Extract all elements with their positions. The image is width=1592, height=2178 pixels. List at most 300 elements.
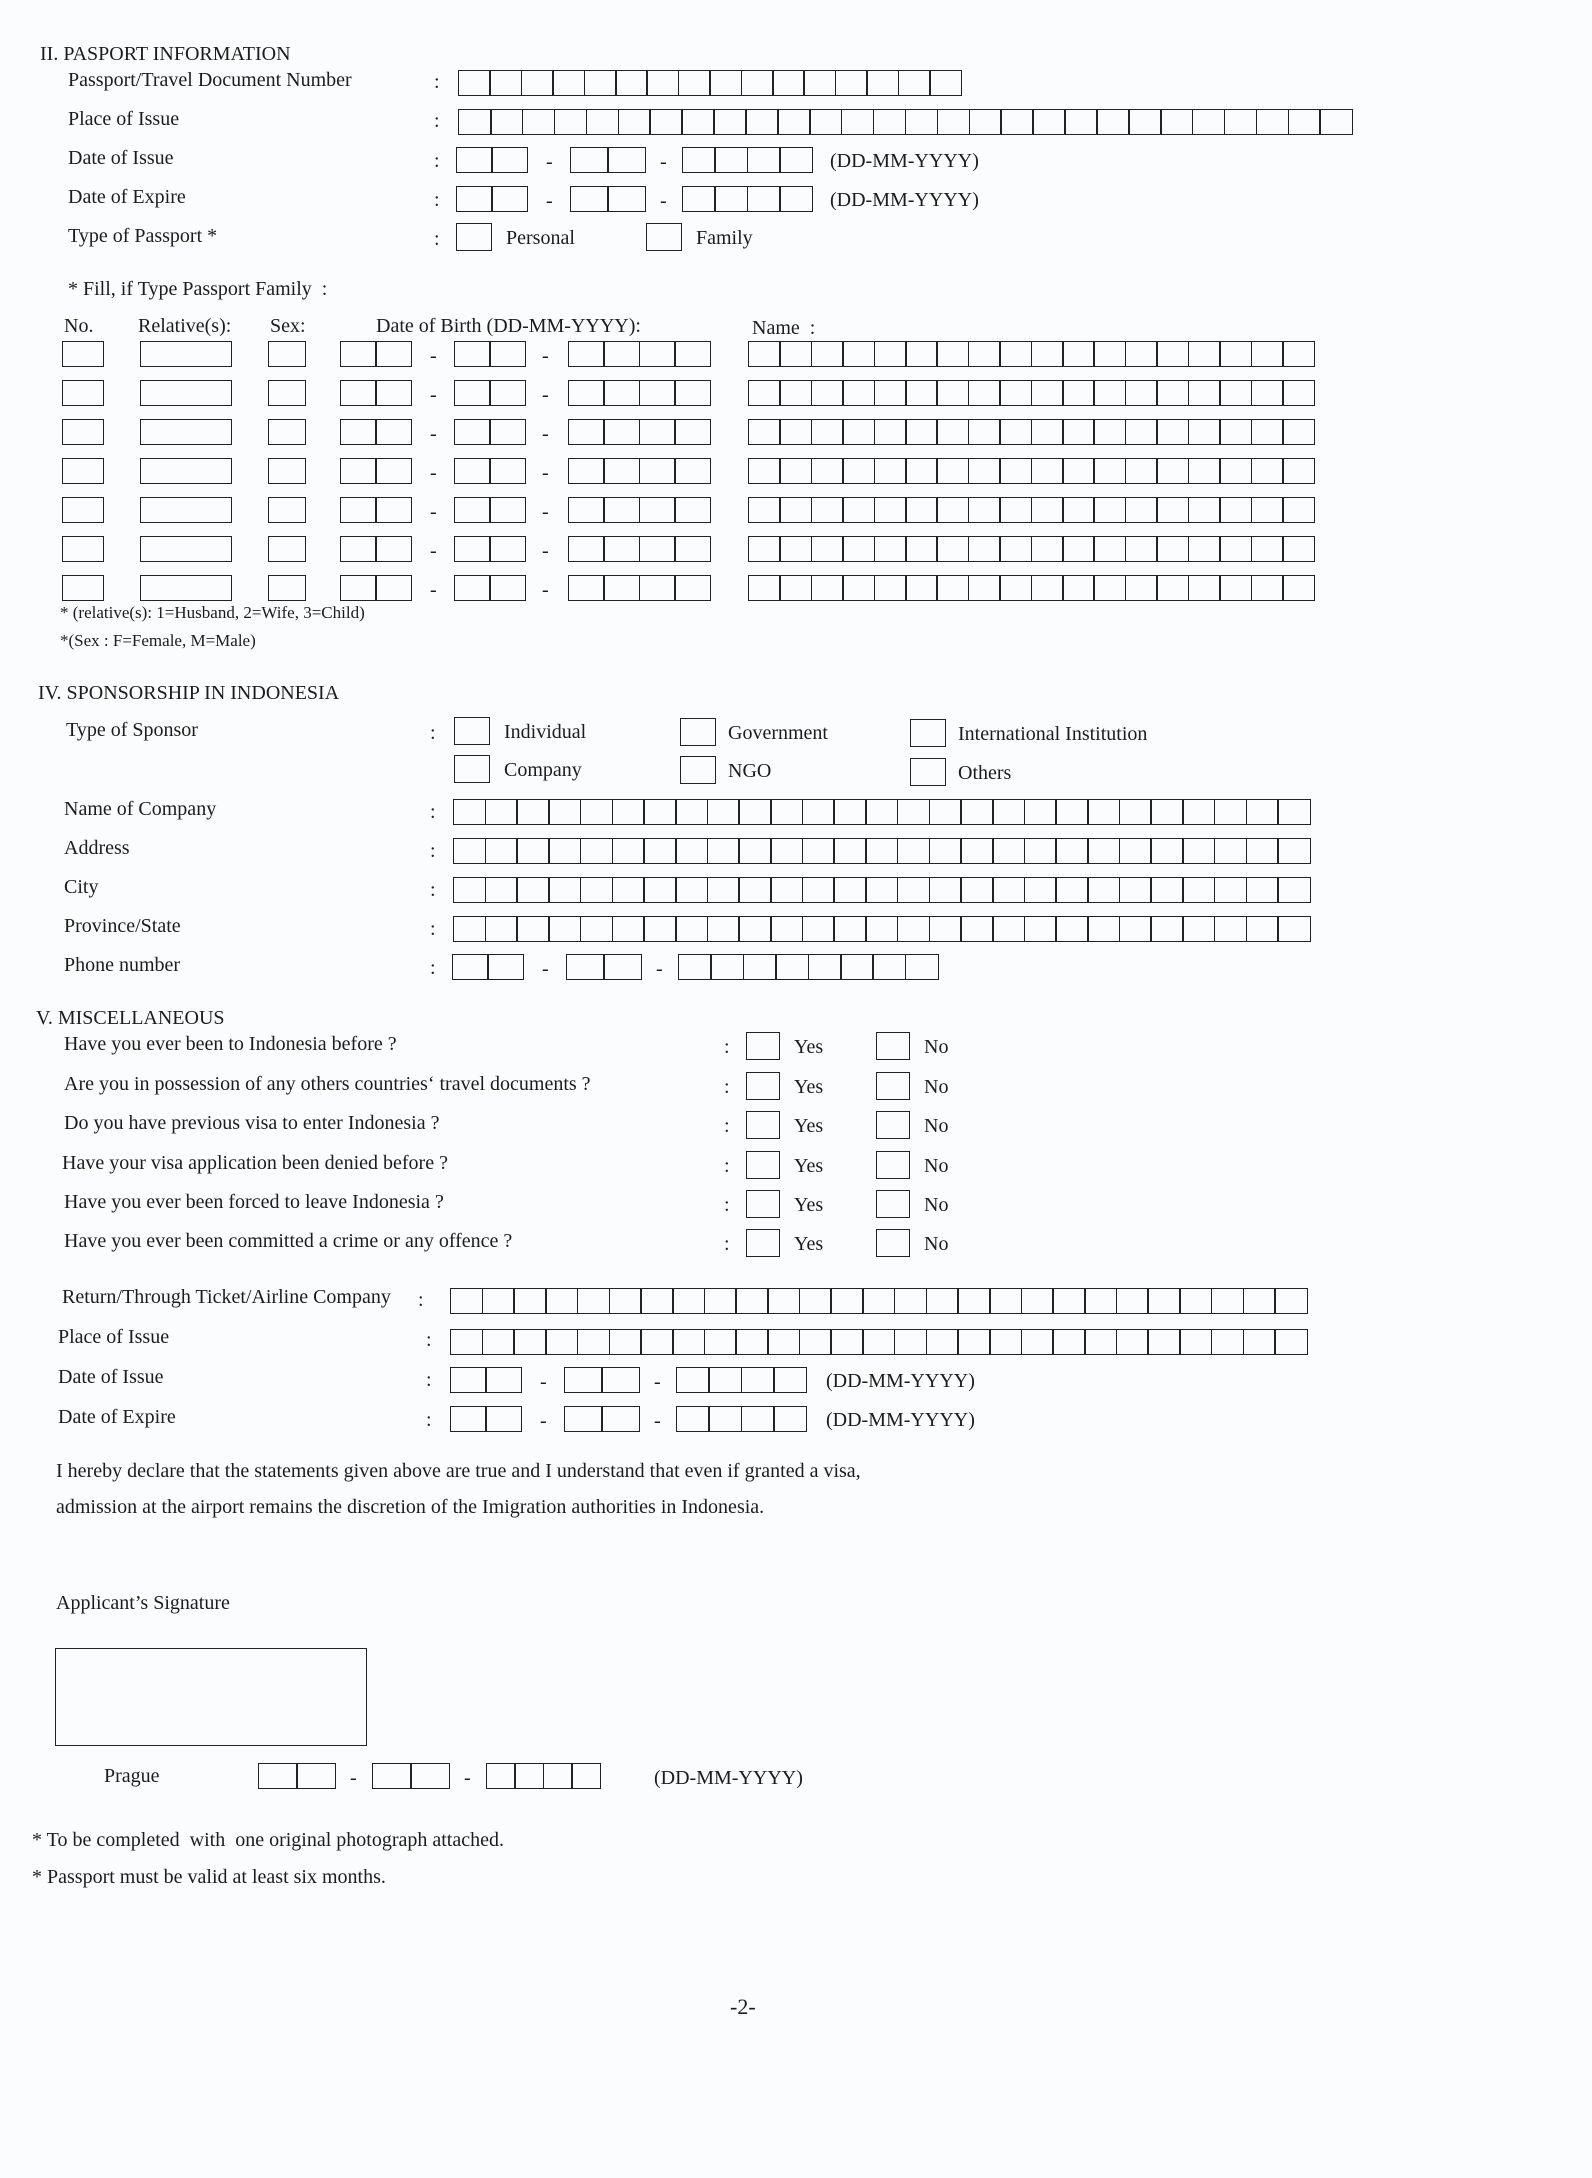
yes-checkbox[interactable]: [746, 1111, 780, 1139]
char-cell[interactable]: [1182, 877, 1215, 903]
char-cell[interactable]: [960, 916, 993, 942]
char-cell[interactable]: [968, 341, 1001, 367]
char-cell[interactable]: [1274, 1288, 1307, 1314]
char-cell[interactable]: [140, 536, 232, 562]
char-cell[interactable]: [1084, 1288, 1117, 1314]
char-cell[interactable]: [738, 916, 771, 942]
family-dob-year[interactable]: [568, 458, 711, 484]
char-cell[interactable]: [454, 419, 491, 445]
city-field[interactable]: [453, 877, 1311, 903]
issue-day-field[interactable]: [456, 147, 528, 173]
char-cell[interactable]: [708, 1367, 742, 1393]
char-cell[interactable]: [842, 497, 875, 523]
expire-year-field[interactable]: [682, 186, 813, 212]
char-cell[interactable]: [811, 419, 844, 445]
char-cell[interactable]: [340, 419, 377, 445]
char-cell[interactable]: [708, 1406, 742, 1432]
char-cell[interactable]: [1251, 419, 1284, 445]
char-cell[interactable]: [1179, 1288, 1212, 1314]
char-cell[interactable]: [140, 458, 232, 484]
char-cell[interactable]: [603, 341, 640, 367]
char-cell[interactable]: [1243, 1288, 1276, 1314]
char-cell[interactable]: [1182, 799, 1215, 825]
char-cell[interactable]: [897, 916, 930, 942]
family-dob-month[interactable]: [454, 341, 526, 367]
international-checkbox[interactable]: [910, 719, 946, 747]
char-cell[interactable]: [809, 109, 843, 135]
char-cell[interactable]: [1024, 877, 1057, 903]
char-cell[interactable]: [1251, 380, 1284, 406]
char-cell[interactable]: [1156, 536, 1189, 562]
char-cell[interactable]: [842, 419, 875, 445]
char-cell[interactable]: [897, 877, 930, 903]
char-cell[interactable]: [454, 497, 491, 523]
char-cell[interactable]: [1282, 341, 1315, 367]
char-cell[interactable]: [1150, 799, 1183, 825]
char-cell[interactable]: [773, 1367, 807, 1393]
char-cell[interactable]: [548, 799, 581, 825]
char-cell[interactable]: [1282, 380, 1315, 406]
char-cell[interactable]: [482, 1329, 515, 1355]
char-cell[interactable]: [874, 497, 907, 523]
char-cell[interactable]: [1062, 458, 1095, 484]
char-cell[interactable]: [1093, 536, 1126, 562]
char-cell[interactable]: [450, 1288, 483, 1314]
char-cell[interactable]: [340, 458, 377, 484]
char-cell[interactable]: [1116, 1329, 1149, 1355]
yes-checkbox[interactable]: [746, 1032, 780, 1060]
char-cell[interactable]: [874, 419, 907, 445]
family-name-field[interactable]: [748, 536, 1315, 562]
family-no-field[interactable]: [62, 458, 104, 484]
char-cell[interactable]: [453, 799, 486, 825]
family-no-field[interactable]: [62, 341, 104, 367]
ticket-expire-year[interactable]: [676, 1406, 807, 1432]
char-cell[interactable]: [458, 70, 491, 96]
char-cell[interactable]: [989, 1329, 1022, 1355]
char-cell[interactable]: [675, 838, 708, 864]
family-no-field[interactable]: [62, 497, 104, 523]
char-cell[interactable]: [1182, 916, 1215, 942]
char-cell[interactable]: [1150, 877, 1183, 903]
char-cell[interactable]: [140, 341, 232, 367]
char-cell[interactable]: [548, 877, 581, 903]
char-cell[interactable]: [646, 70, 679, 96]
char-cell[interactable]: [1160, 109, 1194, 135]
char-cell[interactable]: [929, 916, 962, 942]
char-cell[interactable]: [675, 916, 708, 942]
family-no-field[interactable]: [62, 380, 104, 406]
char-cell[interactable]: [603, 380, 640, 406]
char-cell[interactable]: [522, 109, 556, 135]
char-cell[interactable]: [1219, 458, 1252, 484]
char-cell[interactable]: [674, 536, 711, 562]
char-cell[interactable]: [968, 380, 1001, 406]
char-cell[interactable]: [709, 70, 742, 96]
char-cell[interactable]: [811, 536, 844, 562]
char-cell[interactable]: [513, 1329, 546, 1355]
family-name-field[interactable]: [748, 497, 1315, 523]
char-cell[interactable]: [1282, 536, 1315, 562]
char-cell[interactable]: [258, 1763, 298, 1789]
char-cell[interactable]: [268, 380, 306, 406]
char-cell[interactable]: [375, 536, 412, 562]
char-cell[interactable]: [375, 497, 412, 523]
char-cell[interactable]: [926, 1329, 959, 1355]
char-cell[interactable]: [516, 799, 549, 825]
char-cell[interactable]: [676, 1367, 710, 1393]
char-cell[interactable]: [1156, 575, 1189, 601]
char-cell[interactable]: [548, 916, 581, 942]
char-cell[interactable]: [999, 458, 1032, 484]
sign-year-field[interactable]: [486, 1763, 601, 1789]
char-cell[interactable]: [571, 1763, 601, 1789]
province-field[interactable]: [453, 916, 1311, 942]
char-cell[interactable]: [905, 536, 938, 562]
char-cell[interactable]: [1214, 799, 1247, 825]
char-cell[interactable]: [1093, 419, 1126, 445]
char-cell[interactable]: [1214, 877, 1247, 903]
others-checkbox[interactable]: [910, 758, 946, 786]
char-cell[interactable]: [485, 838, 518, 864]
char-cell[interactable]: [1282, 419, 1315, 445]
family-dob-day[interactable]: [340, 419, 412, 445]
char-cell[interactable]: [767, 1288, 800, 1314]
char-cell[interactable]: [490, 109, 524, 135]
char-cell[interactable]: [1219, 419, 1252, 445]
char-cell[interactable]: [375, 458, 412, 484]
char-cell[interactable]: [489, 536, 526, 562]
char-cell[interactable]: [566, 954, 605, 980]
char-cell[interactable]: [1125, 458, 1158, 484]
char-cell[interactable]: [375, 575, 412, 601]
char-cell[interactable]: [1219, 341, 1252, 367]
char-cell[interactable]: [999, 341, 1032, 367]
char-cell[interactable]: [543, 1763, 573, 1789]
no-checkbox[interactable]: [876, 1111, 910, 1139]
char-cell[interactable]: [340, 341, 377, 367]
char-cell[interactable]: [570, 147, 609, 173]
char-cell[interactable]: [268, 497, 306, 523]
char-cell[interactable]: [1087, 799, 1120, 825]
char-cell[interactable]: [808, 954, 842, 980]
no-checkbox[interactable]: [876, 1229, 910, 1257]
family-relative-field[interactable]: [140, 497, 232, 523]
char-cell[interactable]: [643, 916, 676, 942]
char-cell[interactable]: [1246, 838, 1279, 864]
char-cell[interactable]: [489, 341, 526, 367]
char-cell[interactable]: [1087, 877, 1120, 903]
char-cell[interactable]: [802, 838, 835, 864]
personal-checkbox[interactable]: [456, 223, 492, 251]
char-cell[interactable]: [707, 799, 740, 825]
char-cell[interactable]: [779, 419, 812, 445]
char-cell[interactable]: [968, 497, 1001, 523]
char-cell[interactable]: [639, 575, 676, 601]
char-cell[interactable]: [957, 1288, 990, 1314]
char-cell[interactable]: [568, 341, 605, 367]
char-cell[interactable]: [775, 954, 809, 980]
char-cell[interactable]: [1246, 799, 1279, 825]
char-cell[interactable]: [372, 1763, 412, 1789]
char-cell[interactable]: [375, 341, 412, 367]
char-cell[interactable]: [456, 186, 493, 212]
char-cell[interactable]: [1182, 838, 1215, 864]
char-cell[interactable]: [1128, 109, 1162, 135]
char-cell[interactable]: [513, 1288, 546, 1314]
char-cell[interactable]: [714, 147, 748, 173]
char-cell[interactable]: [865, 877, 898, 903]
char-cell[interactable]: [1021, 1329, 1054, 1355]
char-cell[interactable]: [1024, 838, 1057, 864]
char-cell[interactable]: [568, 497, 605, 523]
char-cell[interactable]: [675, 877, 708, 903]
char-cell[interactable]: [1274, 1329, 1307, 1355]
char-cell[interactable]: [584, 70, 617, 96]
family-sex-field[interactable]: [268, 458, 306, 484]
char-cell[interactable]: [748, 458, 781, 484]
char-cell[interactable]: [1188, 458, 1221, 484]
char-cell[interactable]: [999, 497, 1032, 523]
char-cell[interactable]: [482, 1288, 515, 1314]
char-cell[interactable]: [1119, 916, 1152, 942]
char-cell[interactable]: [773, 1406, 807, 1432]
char-cell[interactable]: [568, 536, 605, 562]
family-dob-day[interactable]: [340, 380, 412, 406]
char-cell[interactable]: [340, 536, 377, 562]
char-cell[interactable]: [674, 380, 711, 406]
char-cell[interactable]: [748, 497, 781, 523]
char-cell[interactable]: [936, 341, 969, 367]
char-cell[interactable]: [1251, 341, 1284, 367]
char-cell[interactable]: [639, 536, 676, 562]
char-cell[interactable]: [748, 380, 781, 406]
char-cell[interactable]: [1188, 419, 1221, 445]
family-dob-day[interactable]: [340, 458, 412, 484]
char-cell[interactable]: [866, 70, 899, 96]
char-cell[interactable]: [580, 799, 613, 825]
char-cell[interactable]: [485, 1367, 522, 1393]
char-cell[interactable]: [770, 916, 803, 942]
char-cell[interactable]: [1188, 536, 1221, 562]
char-cell[interactable]: [612, 916, 645, 942]
char-cell[interactable]: [516, 838, 549, 864]
char-cell[interactable]: [1062, 575, 1095, 601]
family-dob-month[interactable]: [454, 497, 526, 523]
char-cell[interactable]: [577, 1288, 610, 1314]
char-cell[interactable]: [992, 838, 1025, 864]
char-cell[interactable]: [905, 458, 938, 484]
char-cell[interactable]: [713, 109, 747, 135]
char-cell[interactable]: [375, 419, 412, 445]
char-cell[interactable]: [1277, 877, 1310, 903]
char-cell[interactable]: [905, 419, 938, 445]
char-cell[interactable]: [1062, 419, 1095, 445]
char-cell[interactable]: [675, 799, 708, 825]
char-cell[interactable]: [926, 1288, 959, 1314]
char-cell[interactable]: [862, 1329, 895, 1355]
char-cell[interactable]: [580, 838, 613, 864]
char-cell[interactable]: [489, 70, 522, 96]
family-dob-day[interactable]: [340, 341, 412, 367]
char-cell[interactable]: [779, 341, 812, 367]
char-cell[interactable]: [770, 877, 803, 903]
char-cell[interactable]: [874, 458, 907, 484]
char-cell[interactable]: [741, 1367, 775, 1393]
char-cell[interactable]: [640, 1329, 673, 1355]
char-cell[interactable]: [516, 916, 549, 942]
expire-day-field[interactable]: [456, 186, 528, 212]
char-cell[interactable]: [1062, 536, 1095, 562]
char-cell[interactable]: [872, 954, 906, 980]
char-cell[interactable]: [707, 877, 740, 903]
char-cell[interactable]: [735, 1329, 768, 1355]
char-cell[interactable]: [609, 1288, 642, 1314]
char-cell[interactable]: [681, 109, 715, 135]
family-no-field[interactable]: [62, 419, 104, 445]
char-cell[interactable]: [960, 799, 993, 825]
family-sex-field[interactable]: [268, 419, 306, 445]
char-cell[interactable]: [340, 575, 377, 601]
char-cell[interactable]: [568, 419, 605, 445]
char-cell[interactable]: [937, 109, 971, 135]
ticket-field[interactable]: [450, 1288, 1308, 1314]
company-checkbox[interactable]: [454, 755, 490, 783]
char-cell[interactable]: [992, 877, 1025, 903]
char-cell[interactable]: [1087, 916, 1120, 942]
char-cell[interactable]: [1277, 838, 1310, 864]
char-cell[interactable]: [140, 419, 232, 445]
char-cell[interactable]: [674, 575, 711, 601]
char-cell[interactable]: [811, 575, 844, 601]
char-cell[interactable]: [1319, 109, 1353, 135]
char-cell[interactable]: [811, 380, 844, 406]
char-cell[interactable]: [968, 536, 1001, 562]
char-cell[interactable]: [601, 1367, 640, 1393]
char-cell[interactable]: [874, 380, 907, 406]
sign-day-field[interactable]: [258, 1763, 336, 1789]
char-cell[interactable]: [1031, 380, 1064, 406]
char-cell[interactable]: [1096, 109, 1130, 135]
char-cell[interactable]: [140, 575, 232, 601]
char-cell[interactable]: [453, 838, 486, 864]
char-cell[interactable]: [1156, 419, 1189, 445]
char-cell[interactable]: [62, 341, 104, 367]
family-sex-field[interactable]: [268, 536, 306, 562]
family-sex-field[interactable]: [268, 575, 306, 601]
char-cell[interactable]: [1093, 458, 1126, 484]
char-cell[interactable]: [491, 186, 528, 212]
char-cell[interactable]: [458, 109, 492, 135]
char-cell[interactable]: [603, 575, 640, 601]
char-cell[interactable]: [1224, 109, 1258, 135]
char-cell[interactable]: [452, 954, 489, 980]
char-cell[interactable]: [936, 497, 969, 523]
char-cell[interactable]: [830, 1288, 863, 1314]
char-cell[interactable]: [811, 497, 844, 523]
family-relative-field[interactable]: [140, 536, 232, 562]
ngo-checkbox[interactable]: [680, 756, 716, 784]
yes-checkbox[interactable]: [746, 1151, 780, 1179]
char-cell[interactable]: [375, 380, 412, 406]
phone-area-field[interactable]: [452, 954, 524, 980]
char-cell[interactable]: [999, 536, 1032, 562]
family-dob-month[interactable]: [454, 419, 526, 445]
char-cell[interactable]: [618, 109, 652, 135]
char-cell[interactable]: [779, 497, 812, 523]
char-cell[interactable]: [748, 341, 781, 367]
char-cell[interactable]: [1055, 877, 1088, 903]
char-cell[interactable]: [1064, 109, 1098, 135]
char-cell[interactable]: [1251, 536, 1284, 562]
char-cell[interactable]: [1251, 458, 1284, 484]
expire-month-field[interactable]: [570, 186, 646, 212]
char-cell[interactable]: [340, 497, 377, 523]
char-cell[interactable]: [1156, 458, 1189, 484]
char-cell[interactable]: [1125, 419, 1158, 445]
char-cell[interactable]: [779, 458, 812, 484]
char-cell[interactable]: [1282, 575, 1315, 601]
char-cell[interactable]: [1032, 109, 1066, 135]
char-cell[interactable]: [487, 954, 524, 980]
char-cell[interactable]: [564, 1406, 603, 1432]
char-cell[interactable]: [485, 877, 518, 903]
char-cell[interactable]: [936, 458, 969, 484]
char-cell[interactable]: [779, 380, 812, 406]
char-cell[interactable]: [1093, 497, 1126, 523]
char-cell[interactable]: [968, 458, 1001, 484]
char-cell[interactable]: [612, 838, 645, 864]
char-cell[interactable]: [1052, 1288, 1085, 1314]
char-cell[interactable]: [1246, 916, 1279, 942]
char-cell[interactable]: [454, 575, 491, 601]
char-cell[interactable]: [714, 186, 748, 212]
char-cell[interactable]: [1052, 1329, 1085, 1355]
family-relative-field[interactable]: [140, 419, 232, 445]
char-cell[interactable]: [1087, 838, 1120, 864]
char-cell[interactable]: [1277, 799, 1310, 825]
family-no-field[interactable]: [62, 536, 104, 562]
char-cell[interactable]: [833, 838, 866, 864]
char-cell[interactable]: [707, 916, 740, 942]
char-cell[interactable]: [833, 799, 866, 825]
ticket-place-field[interactable]: [450, 1329, 1308, 1355]
char-cell[interactable]: [450, 1329, 483, 1355]
char-cell[interactable]: [799, 1288, 832, 1314]
char-cell[interactable]: [1000, 109, 1034, 135]
char-cell[interactable]: [803, 70, 836, 96]
char-cell[interactable]: [830, 1329, 863, 1355]
char-cell[interactable]: [968, 575, 1001, 601]
char-cell[interactable]: [777, 109, 811, 135]
char-cell[interactable]: [62, 380, 104, 406]
char-cell[interactable]: [772, 70, 805, 96]
char-cell[interactable]: [1282, 458, 1315, 484]
ticket-expire-month[interactable]: [564, 1406, 640, 1432]
family-relative-field[interactable]: [140, 575, 232, 601]
family-relative-field[interactable]: [140, 341, 232, 367]
char-cell[interactable]: [842, 575, 875, 601]
char-cell[interactable]: [1147, 1329, 1180, 1355]
char-cell[interactable]: [936, 536, 969, 562]
char-cell[interactable]: [960, 838, 993, 864]
char-cell[interactable]: [999, 575, 1032, 601]
char-cell[interactable]: [554, 109, 588, 135]
char-cell[interactable]: [456, 147, 493, 173]
char-cell[interactable]: [833, 877, 866, 903]
char-cell[interactable]: [1243, 1329, 1276, 1355]
char-cell[interactable]: [704, 1329, 737, 1355]
